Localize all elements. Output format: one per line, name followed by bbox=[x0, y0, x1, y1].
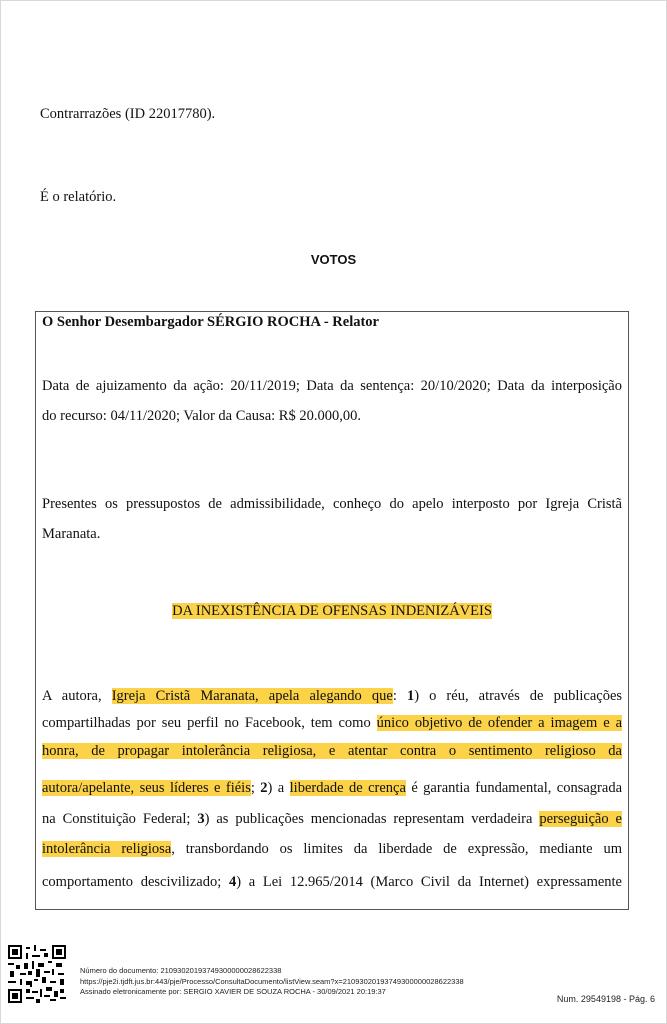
section-title-text: DA INEXISTÊNCIA DE OFENSAS INDENIZÁVEIS bbox=[172, 603, 492, 619]
document-url[interactable]: https://pje2i.tjdft.jus.br:443/pje/Processo/ConsultaDocumento/listView.seam?x=21093020193749300000028622338 bbox=[80, 976, 464, 986]
document-footer bbox=[80, 966, 464, 998]
text-run: ) a bbox=[267, 780, 290, 796]
contrarrazoes-text: Contrarrazões (ID 22017780). bbox=[40, 106, 216, 122]
highlight-run: autora/apelante, seus líderes e fiéis bbox=[42, 780, 251, 796]
text-run: ) a Lei 12.965/2014 (Marco Civil da Internet) expressamente bbox=[236, 874, 622, 890]
qr-code-icon bbox=[8, 945, 66, 1003]
vote-box bbox=[35, 311, 629, 910]
highlight-run: honra, de propagar intolerância religiosa, e atentar contra o sentimento religioso da bbox=[42, 743, 622, 759]
datas-line-2: do recurso: 04/11/2020; Valor da Causa: R$ 20.000,00. bbox=[42, 408, 361, 424]
presentes-line-2: Maranata. bbox=[42, 526, 101, 542]
highlight-run: único objetivo de ofender a imagem e a bbox=[376, 715, 623, 731]
paragraph-line-4 bbox=[42, 778, 622, 798]
text-run: A autora, bbox=[42, 688, 112, 704]
page-number: Num. 29549198 - Pág. 6 bbox=[556, 994, 655, 1004]
paragraph-line-3 bbox=[42, 741, 622, 761]
item-number: 3 bbox=[197, 811, 205, 827]
datas-line-1: Data de ajuizamento da ação: 20/11/2019; Data da sentença: 20/10/2020; Data da interposição bbox=[42, 378, 622, 394]
text-run: ; bbox=[250, 780, 261, 796]
highlight-run: liberdade de crença bbox=[289, 780, 406, 796]
paragraph-line-7 bbox=[42, 872, 622, 892]
paragraph-line-1 bbox=[42, 686, 622, 706]
text-run: compartilhadas por seu perfil no Facebook, tem como bbox=[42, 715, 377, 731]
signature-info: Assinado eletronicamente por: SERGIO XAVIER DE SOUZA ROCHA - 30/09/2021 20:19:37 bbox=[80, 987, 386, 996]
paragraph-line-6 bbox=[42, 839, 622, 859]
relatorio-text: É o relatório. bbox=[40, 189, 117, 205]
text-run: ) o réu, através de publicações bbox=[414, 688, 623, 704]
votos-heading: VOTOS bbox=[310, 252, 357, 267]
relator-line: O Senhor Desembargador SÉRGIO ROCHA - Relator bbox=[42, 314, 379, 330]
section-title bbox=[36, 601, 628, 621]
highlight-run: Igreja Cristã Maranata, apela alegando que bbox=[111, 688, 393, 704]
text-run: é garantia fundamental, consagrada bbox=[405, 780, 623, 796]
text-run: : bbox=[392, 688, 407, 704]
text-run: comportamento descivilizado; bbox=[42, 874, 229, 890]
paragraph-line-2 bbox=[42, 713, 622, 733]
text-run: , transbordando os limites da liberdade de expressão, mediante um bbox=[171, 841, 622, 857]
item-number: 4 bbox=[228, 874, 237, 890]
item-number: 1 bbox=[406, 688, 415, 704]
document-number: Número do documento: 21093020193749300000028622338 bbox=[80, 966, 282, 975]
presentes-line-1: Presentes os pressupostos de admissibilidade, conheço do apelo interposto por Igreja Cristã bbox=[42, 496, 622, 512]
paragraph-line-5 bbox=[42, 809, 622, 829]
item-number: 2 bbox=[260, 780, 268, 796]
highlight-run: intolerância religiosa bbox=[42, 841, 172, 857]
text-run: ) as publicações mencionadas representam verdadeira bbox=[204, 811, 540, 827]
highlight-run: perseguição e bbox=[539, 811, 622, 827]
text-run: na Constituição Federal; bbox=[42, 811, 198, 827]
